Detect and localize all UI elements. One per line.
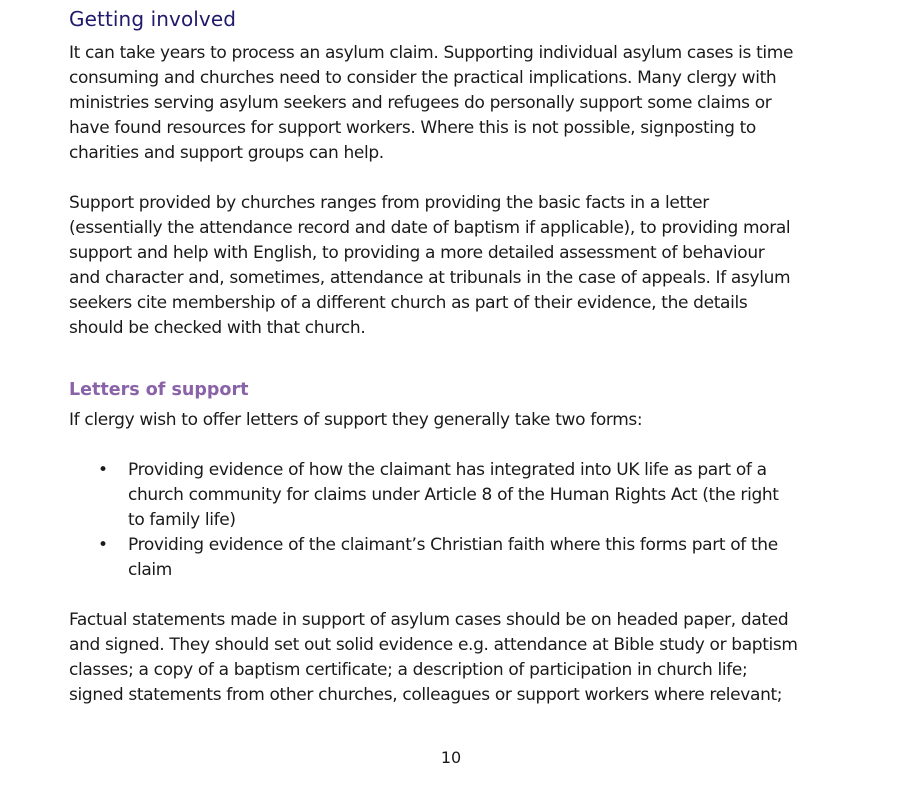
text-line: ministries serving asylum seekers and refugees do personally support some claims or — [69, 93, 772, 113]
bullet-icon: • — [98, 460, 108, 480]
text-line: claim — [128, 560, 173, 580]
text-line: Support provided by churches ranges from providing the basic facts in a letter — [69, 193, 709, 213]
paragraph-letters-intro — [69, 408, 642, 433]
text-line: signed statements from other churches, colleagues or support workers where relevant; — [69, 685, 783, 705]
list-item — [69, 533, 779, 583]
text-line: should be checked with that church. — [69, 318, 366, 338]
bullet-list — [69, 458, 779, 583]
text-line: and signed. They should set out solid evidence e.g. attendance at Bible study or baptism — [69, 635, 798, 655]
paragraph-church-support — [69, 191, 790, 341]
text-line: Factual statements made in support of asylum cases should be on headed paper, dated — [69, 610, 789, 630]
paragraph-processing-claims — [69, 41, 793, 166]
text-line: If clergy wish to offer letters of support they generally take two forms: — [69, 410, 643, 430]
list-item — [69, 458, 779, 533]
bullet-icon: • — [98, 535, 108, 555]
text-line: (essentially the attendance record and date of baptism if applicable), to providing moral — [69, 218, 791, 238]
text-line: church community for claims under Article 8 of the Human Rights Act (the right — [128, 485, 779, 505]
page-number: 10 — [440, 748, 462, 767]
text-line: charities and support groups can help. — [69, 143, 384, 163]
text-line: support and help with English, to providing a more detailed assessment of behaviour — [69, 243, 765, 263]
text-line: It can take years to process an asylum claim. Supporting individual asylum cases is time — [69, 43, 794, 63]
paragraph-factual-statements — [69, 608, 798, 708]
text-line: consuming and churches need to consider the practical implications. Many clergy with — [69, 68, 777, 88]
section-heading-letters-of-support: Letters of support — [69, 380, 249, 400]
text-line: classes; a copy of a baptism certificate; a description of participation in church life; — [69, 660, 748, 680]
text-line: have found resources for support workers. Where this is not possible, signposting to — [69, 118, 756, 138]
text-line: Providing evidence of the claimant’s Christian faith where this forms part of the — [128, 535, 778, 555]
text-line: Providing evidence of how the claimant has integrated into UK life as part of a — [128, 460, 767, 480]
text-line: seekers cite membership of a different church as part of their evidence, the details — [69, 293, 748, 313]
text-line: and character and, sometimes, attendance at tribunals in the case of appeals. If asylum — [69, 268, 791, 288]
section-heading-getting-involved: Getting involved — [69, 7, 237, 31]
text-line: to family life) — [128, 510, 236, 530]
